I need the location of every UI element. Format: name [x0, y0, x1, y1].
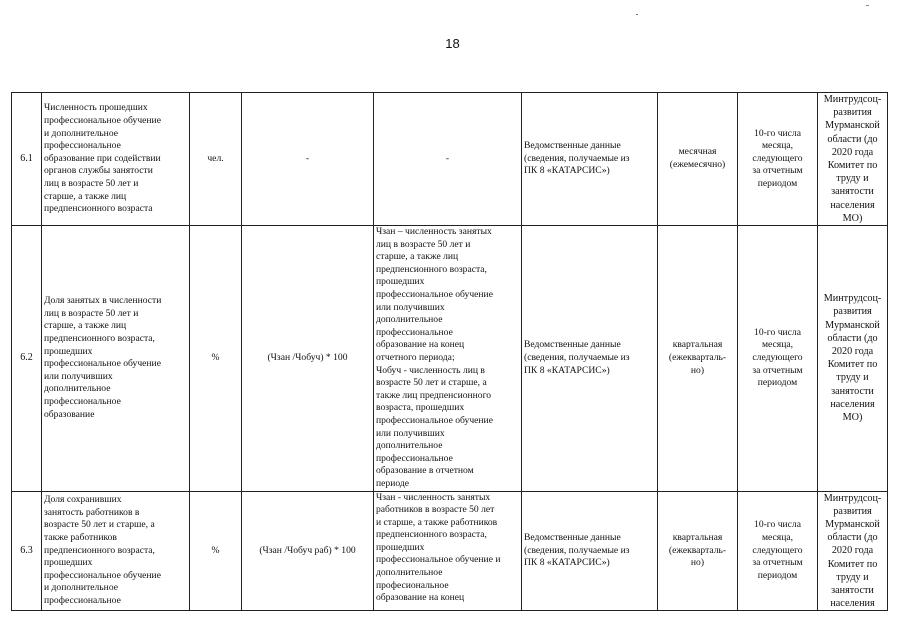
- scan-speck: [636, 14, 638, 15]
- data-source: Ведомственные данные (сведения, получаемые из ПК 8 «КАТАРСИС»): [524, 140, 630, 177]
- deadline: 10-го числа месяца, следующего за отчетным периодом: [752, 326, 803, 389]
- formula-definitions: Чзан – численность занятых лиц в возрасте 50 лет и старше, а также лиц предпенсионного возраста, прошедших профессиональное обучение или получивших дополнительное профессиональное образование на конец отчетного периода; Чобуч - численность лиц в возрасте 50 лет и старше, а также лиц предпенсионного возраста, прошедших профессиональное обучение или получивших дополнительное профессиональное образование в отчетном периоде: [376, 226, 493, 489]
- table-row: [12, 491, 888, 611]
- data-source: Ведомственные данные (сведения, получаемые из ПК 8 «КАТАРСИС»): [524, 339, 630, 376]
- deadline: 10-го числа месяца, следующего за отчетным периодом: [752, 127, 803, 189]
- periodicity: квартальная (ежекварталь- но): [668, 532, 727, 569]
- formula: (Чзан /Чобуч раб) * 100: [242, 491, 374, 611]
- unit-of-measure: %: [190, 491, 242, 611]
- formula: -: [242, 93, 374, 226]
- deadline: 10-го числа месяца, следующего за отчетным периодом: [752, 519, 803, 581]
- responsible-body: Минтрудсоц- развития Мурманской области (до 2020 года Комитет по труду и занятости населения: [823, 492, 882, 610]
- indicators-table: [11, 92, 888, 611]
- indicator-name: Доля занятых в численности лиц в возрасте 50 лет и старше, а также лиц предпенсионного возраста, прошедших профессиональное обучение или получивших дополнительное профессиональное образование: [44, 295, 162, 420]
- unit-of-measure: чел.: [190, 93, 242, 226]
- periodicity: месячная (ежемесячно): [669, 146, 726, 171]
- formula-definitions: -: [374, 93, 522, 226]
- data-source: Ведомственные данные (сведения, получаемые из ПК 8 «КАТАРСИС»): [524, 532, 630, 569]
- indicator-name: Численность прошедших профессиональное обучение и дополнительное профессиональное образование при содействии органов службы занятости лиц в возрасте 50 лет и старше, а также лиц предпенсионного возраста: [44, 102, 161, 215]
- unit-of-measure: %: [190, 226, 242, 491]
- formula: (Чзан /Чобуч) * 100: [242, 226, 374, 491]
- table-row: [12, 93, 888, 226]
- scan-speck: [866, 5, 869, 6]
- periodicity: квартальная (ежекварталь- но): [668, 339, 727, 376]
- page-number: 18: [445, 36, 460, 51]
- indicator-name: Доля сохранивших занятость работников в возрасте 50 лет и старше, а также работников предпенсионного возраста, прошедших профессиональное обучение и дополнительное профессиональное: [44, 494, 161, 606]
- responsible-body: Минтрудсоц- развития Мурманской области (до 2020 года Комитет по труду и занятости населения МО): [823, 293, 882, 424]
- row-number: 6.2: [12, 226, 42, 491]
- responsible-body: Минтрудсоц- развития Мурманской области (до 2020 года Комитет по труду и занятости населения МО): [823, 94, 882, 224]
- row-number: 6.3: [12, 491, 42, 611]
- row-number: 6.1: [12, 93, 42, 226]
- table-row: [12, 226, 888, 491]
- formula-definitions: Чзан - численность занятых работников в возрасте 50 лет и старше, а также работников предпенсионного возраста, прошедших профессиональное обучение и дополнительное професиональное образование на конец: [376, 491, 501, 604]
